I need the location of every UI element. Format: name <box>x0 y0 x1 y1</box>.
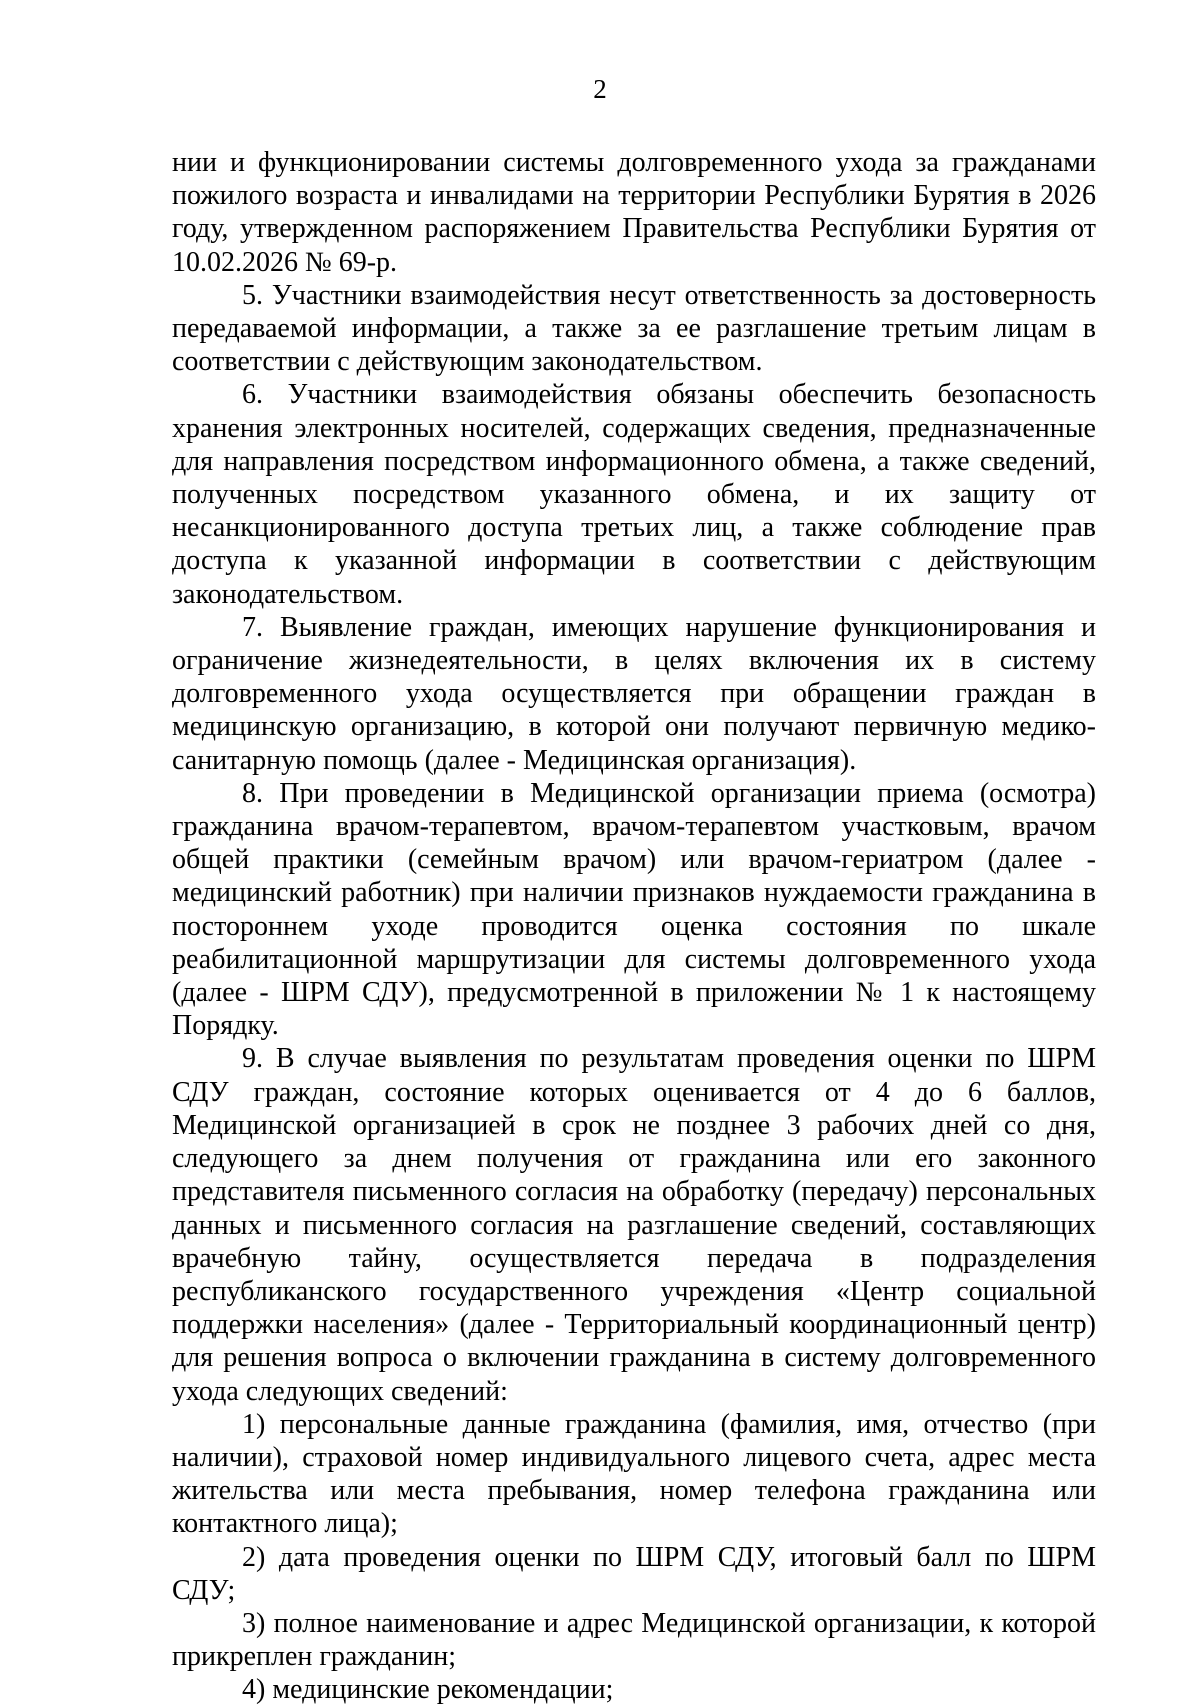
paragraph-continuation: нии и функционировании системы долговременного ухода за гражданами пожилого возраста и инвалидами на территории Республики Бурятия в 2026 году, утвержденном распоряжением Правительства Республики Бурятия от 10.02.2026 № 69-р. <box>172 147 1096 278</box>
paragraph-item-6: 6. Участники взаимодействия обязаны обеспечить безопасность хранения электронных носителей, содержащих сведения, предназначенные для направления посредством информационного обмена, а также сведений, полученных посредством указанного обмена, и их защиту от несанкционированного доступа третьих лиц, а также соблюдение прав доступа к указанной информации в соответствии с действующим законодательством. <box>172 379 1096 610</box>
document-body <box>172 146 1096 1707</box>
paragraph-item-8: 8. При проведении в Медицинской организации приема (осмотра) гражданина врачом-терапевтом, врачом-терапевтом участковым, врачом общей практики (семейным врачом) или врачом-гериатром (далее - медицинский работник) при наличии признаков нуждаемости гражданина в постороннем уходе проводится оценка состояния по шкале реабилитационной маршрутизации для системы долговременного ухода (далее - ШРМ СДУ), предусмотренной в приложении № 1 к настоящему Порядку. <box>172 777 1096 1042</box>
page-number: 2 <box>593 74 607 104</box>
paragraph-item-7: 7. Выявление граждан, имеющих нарушение функционирования и ограничение жизнедеятельности, в целях включения их в систему долговременного ухода осуществляется при обращении граждан в медицинскую организацию, в которой они получают первичную медико-санитарную помощь (далее - Медицинская организация). <box>172 611 1096 776</box>
subitem-1: 1) персональные данные гражданина (фамилия, имя, отчество (при наличии), страховой номер индивидуального лицевого счета, адрес места жительства или места пребывания, номер телефона гражданина или контактного лица); <box>172 1408 1096 1540</box>
subitem-4: 4) медицинские рекомендации; <box>242 1674 614 1706</box>
subitem-3: 3) полное наименование и адрес Медицинской организации, к которой прикреплен гражданин; <box>172 1607 1096 1673</box>
subitem-2: 2) дата проведения оценки по ШРМ СДУ, итоговый балл по ШРМ СДУ; <box>172 1541 1096 1606</box>
paragraph-item-9: 9. В случае выявления по результатам проведения оценки по ШРМ СДУ граждан, состояние которых оценивается от 4 до 6 баллов, Медицинской организацией в срок не позднее 3 рабочих дней со дня, следующего за днем получения от гражданина или его законного представителя письменного согласия на обработку (передачу) персональных данных и письменного согласия на разглашение сведений, составляющих врачебную тайну, осуществляется передача в подразделения республиканского государственного учреждения «Центр социальной поддержки населения» (далее - Территориальный координационный центр) для решения вопроса о включении гражданина в систему долговременного ухода следующих сведений: <box>172 1043 1096 1407</box>
paragraph-item-5: 5. Участники взаимодействия несут ответственность за достоверность передаваемой информации, а также за ее разглашение третьим лицам в соответствии с действующим законодательством. <box>172 279 1096 378</box>
